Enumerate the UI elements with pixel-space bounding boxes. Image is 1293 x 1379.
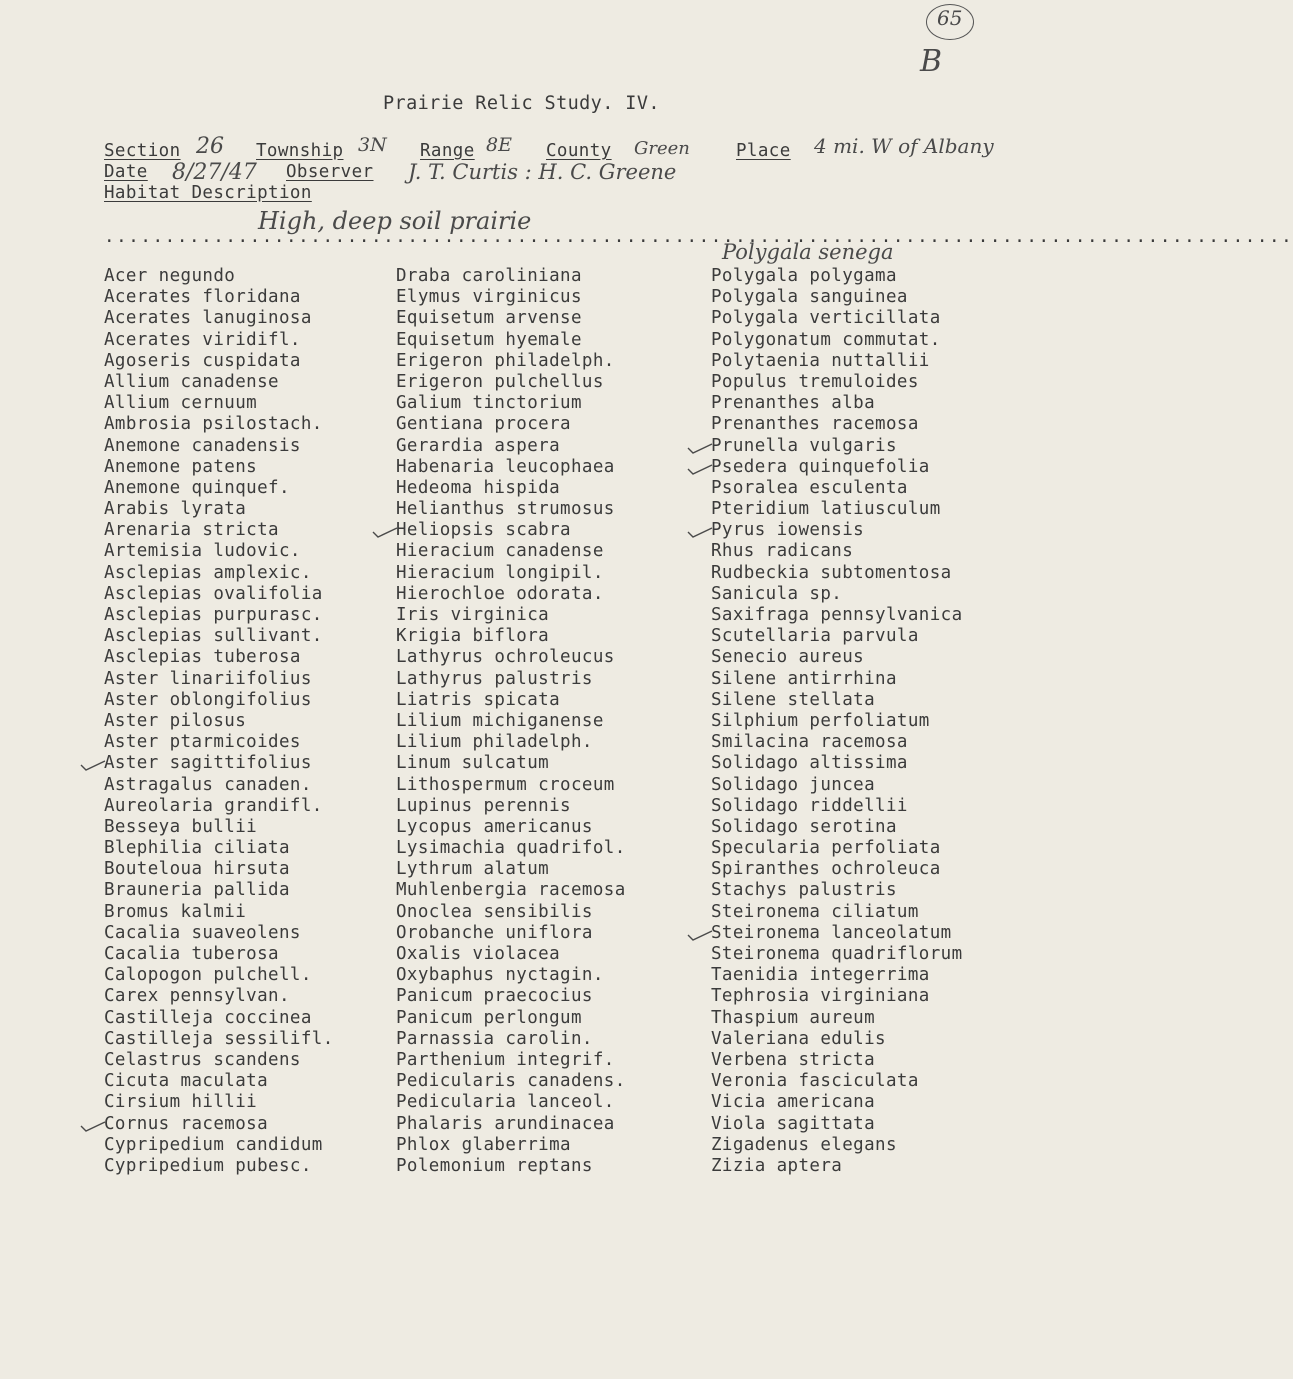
- species-entry: [711, 584, 963, 605]
- species-entry: [711, 880, 963, 901]
- species-entry: [104, 1071, 334, 1092]
- species-entry: [396, 563, 626, 584]
- species-entry: [396, 965, 626, 986]
- species-entry: [711, 647, 963, 668]
- species-name: Arenaria stricta: [104, 520, 279, 541]
- species-entry: [104, 796, 334, 817]
- species-entry: [104, 1008, 334, 1029]
- species-name: Vicia americana: [711, 1092, 876, 1113]
- species-name: Acerates lanuginosa: [104, 308, 312, 329]
- species-name: Polemonium reptans: [396, 1155, 593, 1176]
- species-name: Silphium perfoliatum: [711, 710, 930, 731]
- species-entry: [396, 1135, 626, 1156]
- species-entry: [396, 1008, 626, 1029]
- species-name: Cypripedium candidum: [104, 1134, 323, 1155]
- township-value: 3N: [358, 134, 387, 156]
- species-name: Spiranthes ochroleuca: [711, 859, 941, 880]
- species-name: Pedicularia lanceol.: [396, 1092, 615, 1113]
- species-name: Ambrosia psilostach.: [104, 414, 323, 435]
- checkmark-icon: [80, 759, 106, 771]
- species-entry: [104, 584, 334, 605]
- species-entry: [396, 414, 626, 435]
- species-entry: [396, 753, 626, 774]
- species-entry: [104, 308, 334, 329]
- species-entry: [711, 753, 963, 774]
- species-name: Pteridium latiusculum: [711, 499, 941, 520]
- species-entry: [104, 393, 334, 414]
- species-entry: [396, 436, 626, 457]
- checkmark-icon: [687, 526, 713, 538]
- species-entry: [104, 605, 334, 626]
- species-entry: [396, 1050, 626, 1071]
- species-entry: [396, 330, 626, 351]
- species-name: Polygala sanguinea: [711, 287, 908, 308]
- species-name: Muhlenbergia racemosa: [396, 880, 626, 901]
- species-name: Castilleja coccinea: [104, 1007, 312, 1028]
- species-name: Linum sulcatum: [396, 753, 550, 774]
- species-name: Bromus kalmii: [104, 901, 247, 922]
- species-entry: [104, 753, 334, 774]
- species-entry: [711, 626, 963, 647]
- species-entry: [711, 351, 963, 372]
- species-entry: [711, 965, 963, 986]
- species-entry: [711, 796, 963, 817]
- species-entry: [396, 308, 626, 329]
- species-entry: [711, 330, 963, 351]
- species-entry: [396, 605, 626, 626]
- species-entry: [396, 1029, 626, 1050]
- township-label: Township: [256, 141, 344, 161]
- species-name: Asclepias tuberosa: [104, 647, 301, 668]
- species-name: Zizia aptera: [711, 1155, 843, 1176]
- species-entry: [711, 436, 963, 457]
- species-name: Polytaenia nuttallii: [711, 350, 930, 371]
- species-entry: [396, 1114, 626, 1135]
- species-name: Anemone quinquef.: [104, 477, 290, 498]
- checkmark-icon: [372, 526, 398, 538]
- species-name: Senecio aureus: [711, 647, 865, 668]
- range-value: 8E: [486, 134, 512, 156]
- species-name: Phalaris arundinacea: [396, 1113, 615, 1134]
- species-entry: [396, 266, 626, 287]
- species-name: Silene antirrhina: [711, 668, 897, 689]
- species-entry: [711, 1071, 963, 1092]
- species-name: Cacalia tuberosa: [104, 944, 279, 964]
- species-entry: [104, 1114, 334, 1135]
- species-name: Cicuta maculata: [104, 1071, 269, 1092]
- species-name: Allium canadense: [104, 371, 279, 392]
- species-entry: [711, 986, 963, 1007]
- species-name: Aster pilosus: [104, 710, 247, 731]
- species-name: Thaspium aureum: [711, 1007, 876, 1028]
- species-name: Polygala polygama: [711, 266, 897, 286]
- species-entry: [711, 732, 963, 753]
- species-entry: [104, 775, 334, 796]
- species-entry: [396, 647, 626, 668]
- species-name: Lilium michiganense: [396, 710, 604, 731]
- species-column-2: [396, 266, 626, 1177]
- species-name: Aster ptarmicoides: [104, 732, 301, 753]
- species-name: Helianthus strumosus: [396, 499, 615, 520]
- species-name: Rudbeckia subtomentosa: [711, 562, 952, 583]
- species-entry: [104, 859, 334, 880]
- observer-label: Observer: [286, 162, 374, 182]
- species-entry: [711, 1029, 963, 1050]
- species-name: Polygala verticillata: [711, 308, 941, 329]
- species-entry: [396, 541, 626, 562]
- species-entry: [711, 711, 963, 732]
- species-entry: [396, 1156, 626, 1177]
- species-entry: [104, 647, 334, 668]
- species-name: Asclepias purpurasc.: [104, 605, 323, 625]
- species-name: Lycopus americanus: [396, 816, 593, 837]
- species-name: Lathyrus ochroleucus: [396, 647, 615, 668]
- checkmark-icon: [687, 463, 713, 475]
- species-entry: [104, 965, 334, 986]
- species-entry: [711, 308, 963, 329]
- species-entry: [104, 330, 334, 351]
- species-entry: [711, 414, 963, 435]
- species-name: Hieracium canadense: [396, 541, 604, 562]
- species-name: Asclepias ovalifolia: [104, 583, 323, 604]
- species-entry: [104, 1092, 334, 1113]
- species-entry: [711, 817, 963, 838]
- species-name: Verbena stricta: [711, 1049, 876, 1070]
- species-entry: [396, 584, 626, 605]
- species-name: Solidago riddellii: [711, 795, 908, 816]
- species-entry: [104, 372, 334, 393]
- county-label: County: [546, 141, 612, 161]
- species-name: Allium cernuum: [104, 393, 258, 414]
- species-name: Acerates floridana: [104, 287, 301, 308]
- species-entry: [711, 838, 963, 859]
- date-label: Date: [104, 162, 148, 182]
- species-entry: [711, 372, 963, 393]
- species-entry: [396, 520, 626, 541]
- species-entry: [104, 690, 334, 711]
- species-entry: [104, 1135, 334, 1156]
- species-name: Lythrum alatum: [396, 859, 550, 880]
- species-name: Habenaria leucophaea: [396, 456, 615, 477]
- species-name: Prenanthes alba: [711, 393, 876, 414]
- species-name: Cacalia suaveolens: [104, 922, 301, 943]
- species-entry: [396, 880, 626, 901]
- species-name: Besseya bullii: [104, 816, 258, 837]
- species-name: Gentiana procera: [396, 414, 571, 435]
- species-entry: [711, 1156, 963, 1177]
- species-name: Carex pennsylvan.: [104, 986, 290, 1007]
- species-name: Orobanche uniflora: [396, 922, 593, 943]
- species-entry: [104, 817, 334, 838]
- species-name: Anemone canadensis: [104, 435, 301, 456]
- species-name: Lysimachia quadrifol.: [396, 838, 626, 859]
- species-name: Phlox glaberrima: [396, 1134, 571, 1155]
- species-entry: [396, 944, 626, 965]
- species-entry: [711, 690, 963, 711]
- species-name: Psoralea esculenta: [711, 477, 908, 498]
- species-name: Castilleja sessilifl.: [104, 1028, 334, 1049]
- species-name: Krigia biflora: [396, 626, 550, 647]
- species-name: Steironema lanceolatum: [711, 922, 952, 943]
- species-name: Pedicularis canadens.: [396, 1071, 626, 1092]
- species-name: Lilium philadelph.: [396, 732, 593, 753]
- species-name: Veronia fasciculata: [711, 1071, 919, 1092]
- sheet-letter: B: [920, 44, 943, 79]
- checkmark-icon: [687, 442, 713, 454]
- species-entry: [396, 923, 626, 944]
- species-entry: [104, 266, 334, 287]
- species-name: Solidago altissima: [711, 753, 908, 774]
- species-entry: [104, 499, 334, 520]
- species-entry: [396, 393, 626, 414]
- species-entry: [104, 541, 334, 562]
- species-entry: [104, 457, 334, 478]
- species-name: Cypripedium pubesc.: [104, 1155, 312, 1176]
- species-name: Stachys palustris: [711, 880, 897, 901]
- species-entry: [711, 499, 963, 520]
- species-entry: [396, 499, 626, 520]
- species-name: Steironema quadriflorum: [711, 944, 963, 964]
- column3-note: Polygala senega: [722, 240, 894, 264]
- place-value: 4 mi. W of Albany: [814, 134, 994, 158]
- species-entry: [104, 436, 334, 457]
- species-entry: [711, 393, 963, 414]
- species-name: Draba caroliniana: [396, 266, 582, 286]
- species-name: Psedera quinquefolia: [711, 456, 930, 477]
- species-entry: [104, 902, 334, 923]
- species-entry: [711, 457, 963, 478]
- species-name: Astragalus canaden.: [104, 774, 312, 795]
- species-name: Arabis lyrata: [104, 499, 247, 520]
- species-entry: [396, 372, 626, 393]
- species-name: Hedeoma hispida: [396, 477, 561, 498]
- species-name: Aureolaria grandifl.: [104, 795, 323, 816]
- species-name: Sanicula sp.: [711, 583, 843, 604]
- species-name: Asclepias amplexic.: [104, 562, 312, 583]
- species-entry: [396, 287, 626, 308]
- place-label: Place: [736, 141, 791, 161]
- checkmark-icon: [80, 1120, 106, 1132]
- species-name: Agoseris cuspidata: [104, 350, 301, 371]
- species-entry: [104, 986, 334, 1007]
- species-name: Blephilia ciliata: [104, 838, 290, 859]
- species-name: Saxifraga pennsylvanica: [711, 605, 963, 625]
- species-entry: [396, 838, 626, 859]
- species-name: Parnassia carolin.: [396, 1028, 593, 1049]
- species-name: Lupinus perennis: [396, 795, 571, 816]
- species-entry: [711, 669, 963, 690]
- species-name: Steironema ciliatum: [711, 901, 919, 922]
- species-name: Aster oblongifolius: [104, 689, 312, 710]
- species-name: Cirsium hillii: [104, 1092, 258, 1113]
- species-name: Valeriana edulis: [711, 1028, 886, 1049]
- species-name: Tephrosia virginiana: [711, 986, 930, 1007]
- species-name: Galium tinctorium: [396, 393, 582, 414]
- species-name: Lithospermum croceum: [396, 774, 615, 795]
- species-entry: [711, 478, 963, 499]
- species-name: Elymus virginicus: [396, 287, 582, 308]
- species-entry: [104, 414, 334, 435]
- species-entry: [396, 711, 626, 732]
- species-entry: [396, 351, 626, 372]
- species-entry: [396, 902, 626, 923]
- species-name: Scutellaria parvula: [711, 626, 919, 647]
- species-name: Panicum praecocius: [396, 986, 593, 1007]
- checkmark-icon: [687, 929, 713, 941]
- species-name: Specularia perfoliata: [711, 838, 941, 859]
- species-entry: [711, 859, 963, 880]
- species-name: Hieracium longipil.: [396, 562, 604, 583]
- species-name: Celastrus scandens: [104, 1049, 301, 1070]
- species-name: Artemisia ludovic.: [104, 541, 301, 562]
- species-entry: [104, 626, 334, 647]
- species-name: Liatris spicata: [396, 689, 561, 710]
- species-entry: [711, 563, 963, 584]
- species-entry: [104, 351, 334, 372]
- section-value: 26: [196, 134, 224, 159]
- species-name: Solidago serotina: [711, 816, 897, 837]
- date-value: 8/27/47: [172, 160, 257, 185]
- species-entry: [104, 520, 334, 541]
- species-name: Aster linariifolius: [104, 668, 312, 689]
- species-name: Erigeron philadelph.: [396, 350, 615, 371]
- species-name: Erigeron pulchellus: [396, 371, 604, 392]
- species-entry: [396, 457, 626, 478]
- species-name: Silene stellata: [711, 689, 876, 710]
- species-name: Prenanthes racemosa: [711, 414, 919, 435]
- species-entry: [711, 1092, 963, 1113]
- species-entry: [396, 478, 626, 499]
- species-name: Iris virginica: [396, 605, 550, 625]
- habitat-label: Habitat Description: [104, 183, 312, 203]
- species-name: Equisetum hyemale: [396, 329, 582, 350]
- species-name: Acerates viridifl.: [104, 329, 301, 350]
- species-name: Anemone patens: [104, 456, 258, 477]
- species-entry: [711, 520, 963, 541]
- species-column-3: [711, 266, 963, 1177]
- species-entry: [104, 287, 334, 308]
- species-entry: [396, 690, 626, 711]
- habitat-value: High, deep soil prairie: [258, 207, 532, 235]
- species-entry: [104, 732, 334, 753]
- species-entry: [711, 266, 963, 287]
- species-name: Cornus racemosa: [104, 1113, 269, 1134]
- species-entry: [711, 1008, 963, 1029]
- species-entry: [104, 838, 334, 859]
- species-name: Parthenium integrif.: [396, 1049, 615, 1070]
- species-name: Rhus radicans: [711, 541, 854, 562]
- species-entry: [711, 287, 963, 308]
- species-entry: [104, 1029, 334, 1050]
- species-entry: [104, 880, 334, 901]
- species-entry: [711, 944, 963, 965]
- species-name: Oxybaphus nyctagin.: [396, 965, 604, 986]
- observer-value: J. T. Curtis : H. C. Greene: [408, 160, 677, 184]
- page-title: Prairie Relic Study. IV.: [383, 93, 660, 114]
- species-name: Panicum perlongum: [396, 1007, 582, 1028]
- species-column-1: [104, 266, 334, 1177]
- species-entry: [104, 563, 334, 584]
- species-entry: [711, 1050, 963, 1071]
- species-name: Populus tremuloides: [711, 371, 919, 392]
- species-name: Calopogon pulchell.: [104, 965, 312, 986]
- species-entry: [396, 1071, 626, 1092]
- species-name: Smilacina racemosa: [711, 732, 908, 753]
- species-name: Polygonatum commutat.: [711, 329, 941, 350]
- species-entry: [396, 796, 626, 817]
- species-name: Lathyrus palustris: [396, 668, 593, 689]
- species-name: Bouteloua hirsuta: [104, 859, 290, 880]
- species-entry: [104, 669, 334, 690]
- species-name: Zigadenus elegans: [711, 1134, 897, 1155]
- species-entry: [711, 902, 963, 923]
- species-name: Pyrus iowensis: [711, 520, 865, 541]
- species-name: Oxalis violacea: [396, 944, 561, 964]
- species-name: Aster sagittifolius: [104, 753, 312, 774]
- species-name: Prunella vulgaris: [711, 435, 897, 456]
- species-name: Gerardia aspera: [396, 435, 561, 456]
- dotted-rule: ..................................................................................................: [104, 227, 1293, 247]
- species-entry: [711, 605, 963, 626]
- species-name: Heliopsis scabra: [396, 520, 571, 541]
- species-entry: [711, 541, 963, 562]
- species-entry: [711, 1135, 963, 1156]
- species-entry: [396, 775, 626, 796]
- species-name: Taenidia integerrima: [711, 965, 930, 986]
- species-name: Hierochloe odorata.: [396, 583, 604, 604]
- range-label: Range: [420, 141, 475, 161]
- species-entry: [396, 732, 626, 753]
- page-number: 65: [937, 6, 963, 30]
- species-name: Brauneria pallida: [104, 880, 290, 901]
- species-name: Equisetum arvense: [396, 308, 582, 329]
- species-entry: [396, 817, 626, 838]
- species-entry: [711, 923, 963, 944]
- species-entry: [396, 859, 626, 880]
- species-name: Asclepias sullivant.: [104, 626, 323, 647]
- species-entry: [396, 986, 626, 1007]
- species-entry: [104, 711, 334, 732]
- species-entry: [396, 1092, 626, 1113]
- species-name: Viola sagittata: [711, 1113, 876, 1134]
- species-entry: [104, 478, 334, 499]
- species-entry: [104, 1156, 334, 1177]
- species-entry: [711, 1114, 963, 1135]
- species-entry: [104, 923, 334, 944]
- species-name: Onoclea sensibilis: [396, 901, 593, 922]
- species-entry: [711, 775, 963, 796]
- section-label: Section: [104, 141, 181, 161]
- species-entry: [396, 669, 626, 690]
- species-entry: [104, 944, 334, 965]
- species-name: Acer negundo: [104, 266, 236, 286]
- species-entry: [396, 626, 626, 647]
- county-value: Green: [634, 138, 690, 159]
- species-name: Solidago juncea: [711, 774, 876, 795]
- species-entry: [104, 1050, 334, 1071]
